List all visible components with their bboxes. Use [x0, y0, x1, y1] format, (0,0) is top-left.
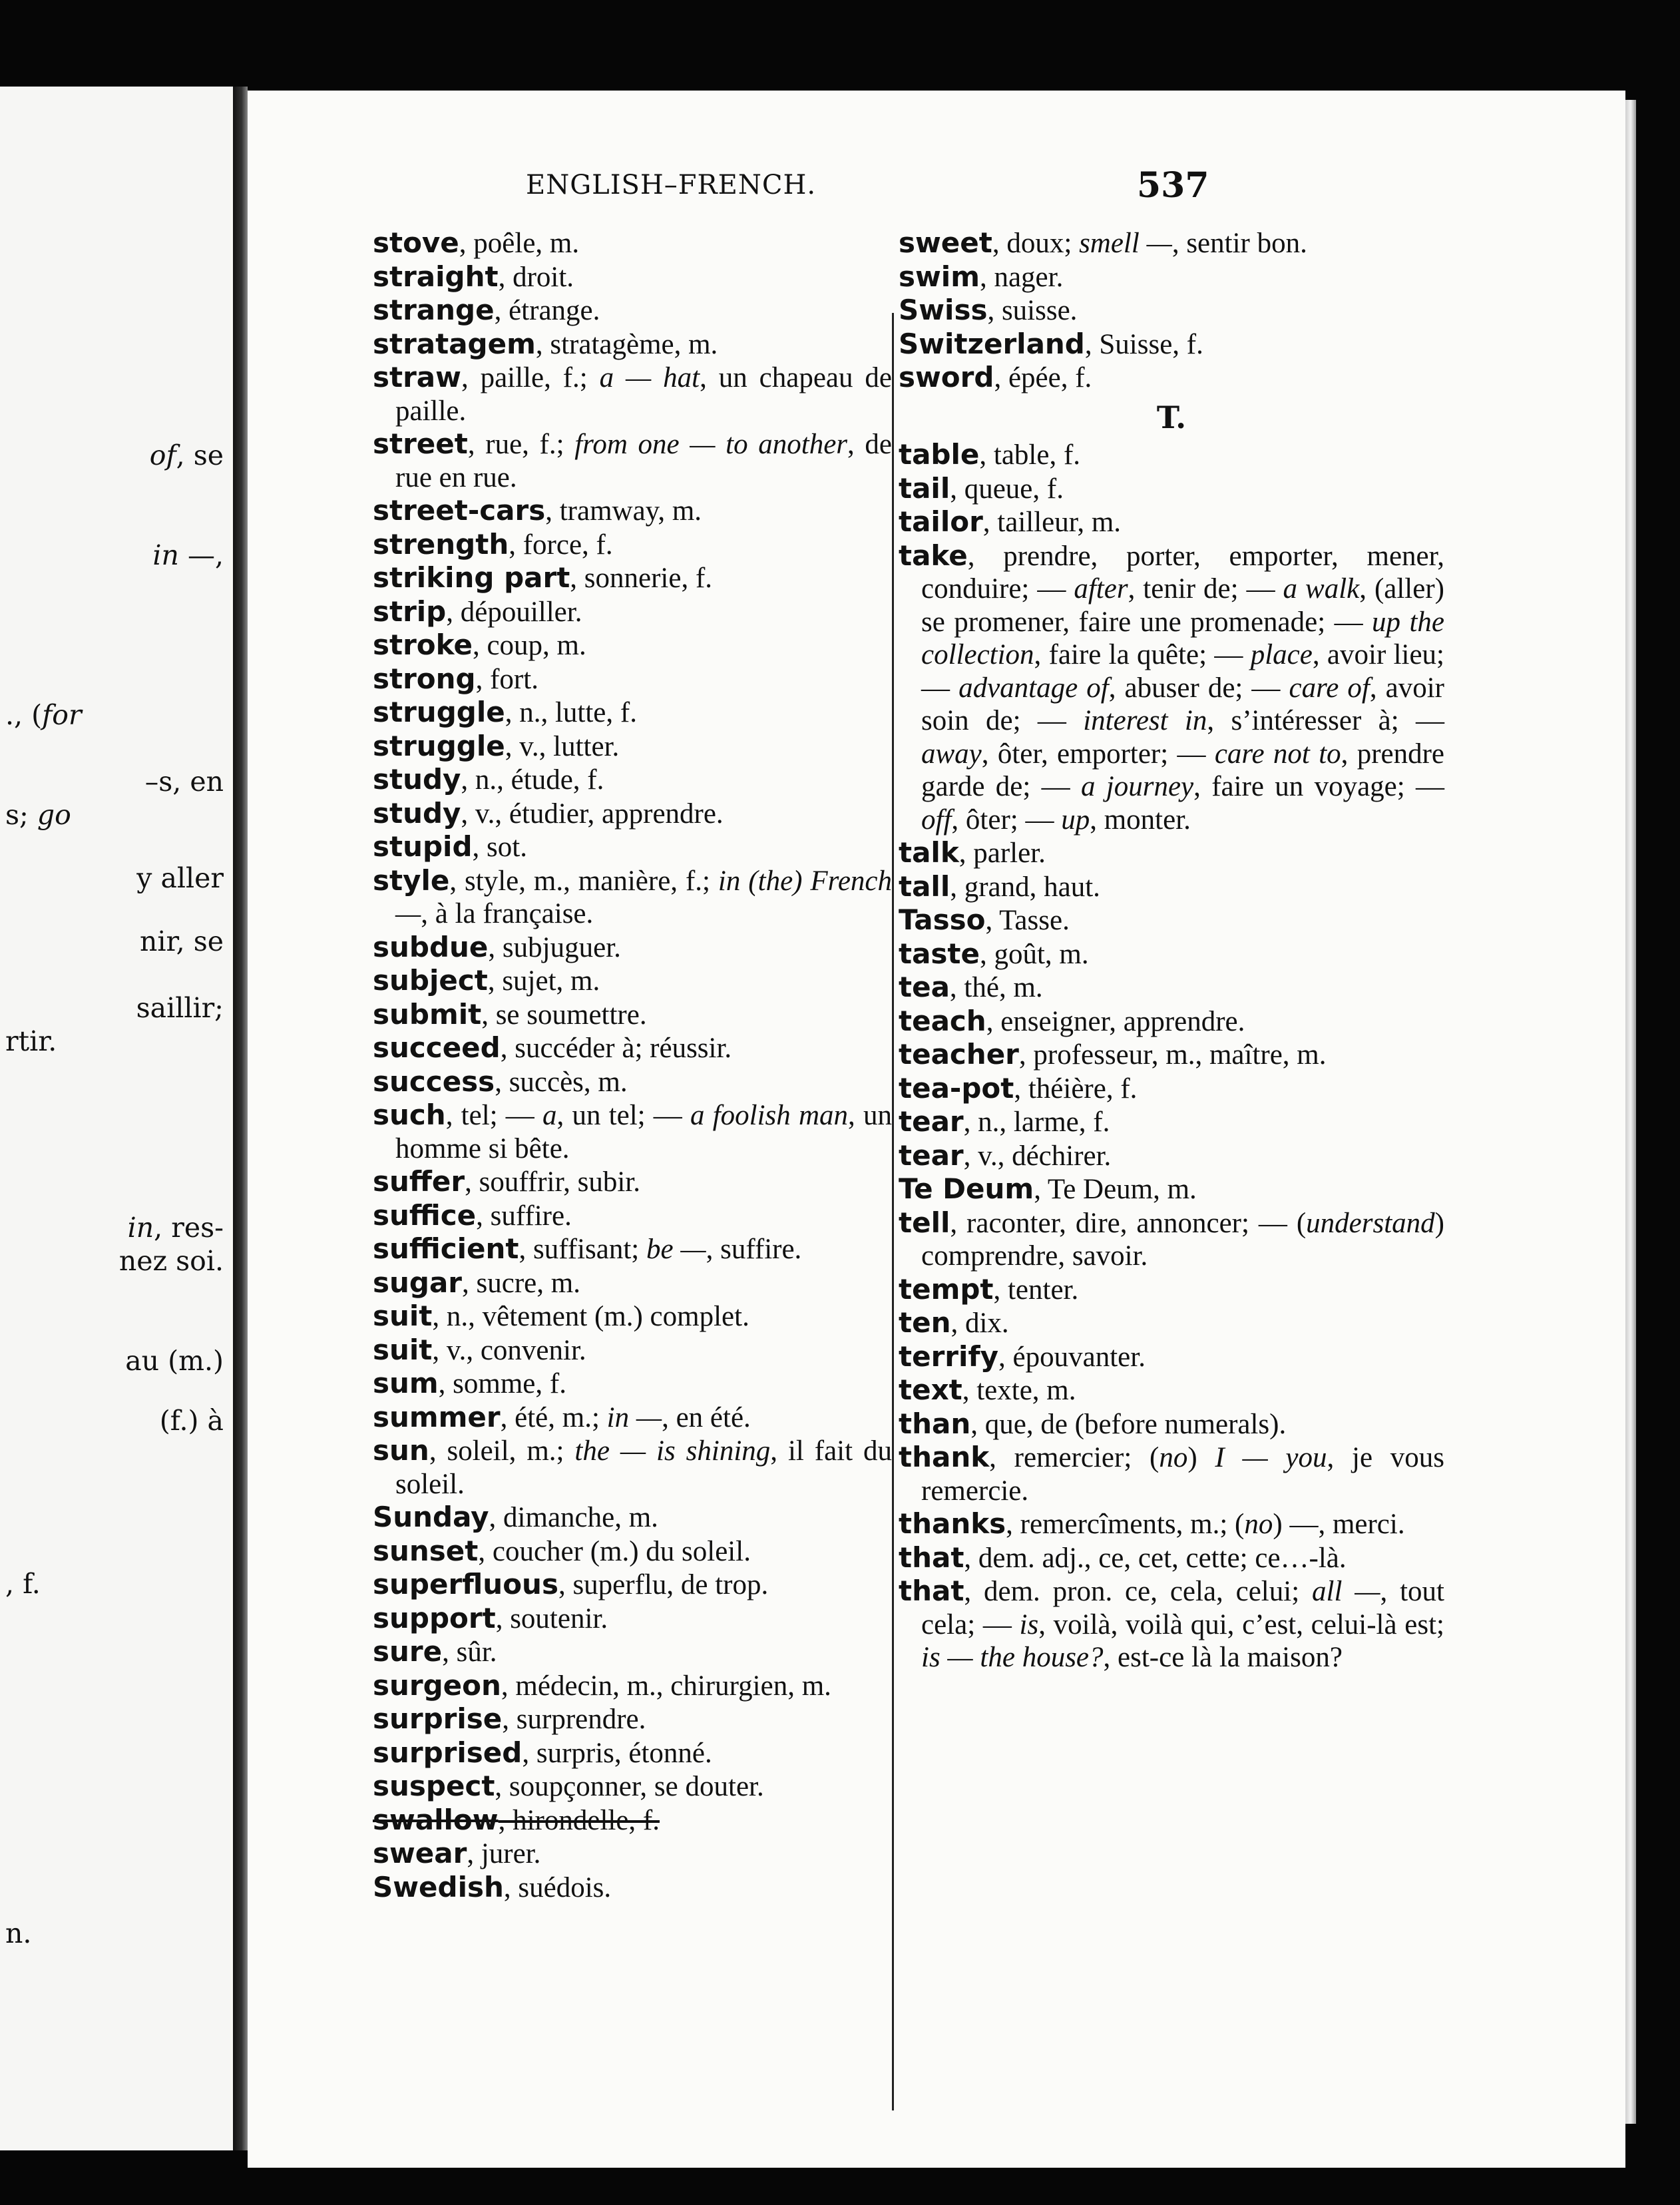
dictionary-entry	[373, 1165, 892, 1199]
entry-headword: text	[899, 1373, 962, 1406]
entry-definition: , sot.	[472, 832, 527, 863]
section-letter: T.	[1156, 399, 1187, 435]
prev-page-text-fragment: y aller	[136, 862, 224, 894]
dictionary-entry	[373, 494, 892, 528]
page-edge	[1625, 100, 1636, 2124]
entry-definition: , Suisse, f.	[1084, 328, 1203, 360]
entry-definition: , prendre, porter, emporter, mener, conduire; — after, tenir de; — a walk, (aller) se promener, faire une promenade; — up the collection, faire la quête; — place, avoir lieu; — advantage of, abuser de; — care of, avoir soin de; — interest in, s’intéresser à; — away, ôter, emporter; — care not to, prendre garde de; — a journey, faire un voyage; — off, ôter; — up, monter.	[921, 540, 1445, 836]
entry-headword: teacher	[899, 1038, 1019, 1071]
dictionary-entry	[373, 1199, 892, 1233]
entry-definition: , médecin, m., chirurgien, m.	[501, 1670, 831, 1702]
dictionary-entry	[373, 1804, 892, 1838]
prev-page-text-fragment: of, se	[149, 439, 224, 471]
entry-definition: , dix.	[950, 1308, 1009, 1339]
dictionary-entry	[899, 1407, 1444, 1441]
dictionary-entry	[373, 1568, 892, 1602]
entry-definition: , poêle, m.	[459, 228, 580, 259]
entry-headword: summer	[373, 1400, 501, 1433]
entry-headword: than	[899, 1407, 971, 1440]
entry-definition: , tel; — a, un tel; — a foolish man, un homme si bête.	[395, 1100, 892, 1164]
entry-definition: , dem. adj., ce, cet, cette; ce…-là.	[964, 1542, 1347, 1574]
entry-headword: tailor	[899, 505, 983, 538]
dictionary-entry	[899, 870, 1444, 904]
entry-headword: stroke	[373, 628, 473, 661]
prev-page-text-fragment: –s, en	[144, 766, 224, 798]
entry-definition: , n., lutte, f.	[505, 697, 637, 728]
prev-page-text-fragment: in, res-	[127, 1212, 224, 1244]
entry-headword: surprised	[373, 1736, 523, 1769]
dictionary-entry	[373, 1669, 892, 1703]
entry-definition: , tenter.	[993, 1274, 1079, 1306]
prev-page-text-fragment: s; go	[5, 799, 71, 831]
dictionary-entry	[899, 1206, 1444, 1273]
prev-page-text-fragment: rtir.	[5, 1025, 57, 1057]
dictionary-entry	[373, 1837, 892, 1871]
entry-headword: thanks	[899, 1507, 1006, 1540]
prev-page-text-fragment: nir, se	[140, 925, 224, 957]
dictionary-entry	[899, 1105, 1444, 1139]
dictionary-entry	[899, 1038, 1444, 1072]
dictionary-entry	[899, 903, 1444, 937]
running-head: ENGLISH–FRENCH.	[526, 170, 817, 200]
dictionary-entry	[373, 1535, 892, 1569]
entry-definition: , rue, f.; from one — to another, de rue en rue.	[395, 429, 893, 493]
entry-definition: , sonnerie, f.	[570, 563, 713, 594]
entry-headword: striking part	[373, 561, 570, 594]
entry-headword: tear	[899, 1138, 964, 1172]
entry-definition: , tramway, m.	[545, 495, 702, 527]
entry-definition: , suisse.	[987, 295, 1078, 326]
entry-headword: Te Deum	[899, 1172, 1034, 1205]
entry-headword: struggle	[373, 696, 505, 728]
dictionary-entry	[899, 1507, 1444, 1541]
entry-definition: , soupçonner, se douter.	[495, 1771, 764, 1802]
prev-page-text-fragment: saillir;	[136, 992, 224, 1024]
entry-headword: straight	[373, 260, 499, 293]
entry-headword: suit	[373, 1333, 433, 1366]
entry-definition: , sûr.	[442, 1636, 497, 1668]
entry-definition: , succès, m.	[495, 1066, 628, 1098]
entry-headword: strength	[373, 527, 509, 561]
dictionary-entry	[373, 998, 892, 1032]
entry-headword: subject	[373, 964, 488, 997]
dictionary-entry	[899, 294, 1444, 328]
entry-definition: , soleil, m.; the — is shining, il fait du soleil.	[395, 1435, 892, 1500]
entry-definition: , suffisant; be —, suffire.	[519, 1234, 802, 1265]
entry-definition: , n., larme, f.	[963, 1106, 1110, 1138]
dictionary-entry	[899, 472, 1444, 506]
book-gutter	[233, 87, 248, 2150]
entry-definition: , sujet, m.	[487, 965, 600, 997]
dictionary-entry	[373, 1501, 892, 1535]
entry-headword: sun	[373, 1434, 429, 1467]
dictionary-entry	[373, 1266, 892, 1300]
entry-headword: Tasso	[899, 903, 986, 936]
entry-headword: sword	[899, 361, 994, 393]
entry-definition: , jurer.	[467, 1838, 541, 1869]
entry-headword: subdue	[373, 930, 489, 963]
dictionary-entry	[899, 971, 1444, 1005]
entry-headword: support	[373, 1601, 496, 1634]
dictionary-entry	[373, 1334, 892, 1367]
dictionary-entry	[373, 628, 892, 662]
entry-headword: strange	[373, 294, 495, 326]
entry-definition: , épée, f.	[994, 362, 1092, 393]
entry-definition: , fort.	[475, 663, 538, 695]
dictionary-entry	[373, 763, 892, 797]
entry-headword: tear	[899, 1105, 964, 1138]
entry-headword: street	[373, 427, 468, 460]
entry-headword: study	[373, 796, 461, 830]
entry-definition: , Te Deum, m.	[1034, 1174, 1197, 1205]
entry-definition: , n., étude, f.	[461, 764, 604, 796]
entry-definition: , raconter, dire, annoncer; — (understand) comprendre, savoir.	[921, 1207, 1444, 1272]
entry-headword: talk	[899, 836, 959, 869]
entry-headword: table	[899, 438, 980, 471]
entry-definition: , n., vêtement (m.) complet.	[432, 1301, 749, 1332]
dictionary-entry	[899, 361, 1444, 395]
entry-definition: , succéder à; réussir.	[500, 1033, 732, 1064]
previous-page-fragment	[0, 87, 233, 2150]
entry-definition: , se soumettre.	[481, 999, 647, 1031]
dictionary-entry	[899, 260, 1444, 294]
dictionary-entry	[373, 662, 892, 696]
dictionary-entry	[373, 1770, 892, 1804]
entry-definition: , étrange.	[494, 295, 600, 326]
entry-headword: sure	[373, 1635, 443, 1668]
entry-headword: tempt	[899, 1272, 994, 1306]
dictionary-entry	[899, 1340, 1444, 1374]
entry-headword: suffice	[373, 1198, 477, 1232]
entry-headword: Switzerland	[899, 327, 1085, 360]
column-rule	[892, 313, 894, 2110]
entry-headword: superfluous	[373, 1568, 558, 1600]
entry-definition: , thé, m.	[949, 972, 1043, 1003]
dictionary-entry	[373, 696, 892, 730]
entry-definition: , paille, f.; a — hat, un chapeau de paille.	[395, 362, 893, 427]
entry-headword: ten	[899, 1306, 951, 1339]
entry-headword: surgeon	[373, 1668, 501, 1702]
entry-headword: submit	[373, 997, 482, 1031]
dictionary-entry	[899, 1373, 1444, 1407]
entry-headword: swim	[899, 260, 980, 293]
entry-headword: surprise	[373, 1702, 503, 1735]
entry-headword: success	[373, 1065, 495, 1098]
entry-headword: straw	[373, 361, 461, 393]
entry-headword: Sunday	[373, 1501, 489, 1533]
page-number: 537	[1137, 165, 1209, 206]
entry-headword: take	[899, 539, 968, 572]
entry-headword: tea	[899, 971, 950, 1003]
entry-definition: , v., convenir.	[432, 1334, 586, 1366]
prev-page-text-fragment: n.	[5, 1917, 32, 1949]
dictionary-entry	[899, 539, 1444, 837]
entry-headword: tea-pot	[899, 1071, 1014, 1104]
prev-page-text-fragment: nez soi.	[118, 1245, 224, 1277]
dictionary-entry	[899, 1005, 1444, 1039]
dictionary-entry	[373, 328, 892, 362]
entry-definition: , stratagème, m.	[535, 328, 718, 360]
entry-definition: , enseigner, apprendre.	[986, 1005, 1245, 1037]
prev-page-text-fragment: , f.	[5, 1568, 41, 1600]
entry-definition: , surpris, étonné.	[522, 1737, 712, 1769]
entry-definition: , subjuguer.	[488, 931, 621, 963]
entry-headword: suspect	[373, 1770, 495, 1802]
dictionary-entry	[373, 1065, 892, 1099]
entry-headword: that	[899, 1575, 964, 1607]
entry-headword: style	[373, 863, 450, 897]
entry-definition: , remercîments, m.; (no) —, merci.	[1006, 1509, 1405, 1540]
dictionary-entry	[373, 260, 892, 294]
dictionary-entry	[373, 294, 892, 328]
dictionary-entry	[373, 226, 892, 260]
prev-page-text-fragment: au (m.)	[125, 1345, 224, 1377]
dictionary-entry	[899, 1072, 1444, 1106]
entry-headword: stove	[373, 226, 459, 259]
entry-definition: , dem. pron. ce, cela, celui; all —, tout cela; — is, voilà, voilà qui, c’est, celui-là est; is — the house?, est-ce là la maison?	[921, 1576, 1444, 1673]
entry-headword: street-cars	[373, 494, 546, 527]
prev-page-text-fragment: in —,	[152, 539, 224, 571]
dictionary-entry	[373, 427, 892, 494]
entry-headword: Swiss	[899, 294, 988, 326]
dictionary-entry	[373, 1367, 892, 1401]
entry-definition: , goût, m.	[979, 938, 1089, 970]
entry-definition: , v., lutter.	[505, 730, 620, 762]
entry-definition: , grand, haut.	[950, 871, 1100, 903]
entry-definition: , queue, f.	[950, 473, 1064, 505]
entry-definition: , Tasse.	[985, 905, 1070, 936]
entry-headword: stratagem	[373, 327, 536, 360]
entry-headword: taste	[899, 937, 980, 970]
entry-headword: thank	[899, 1441, 990, 1473]
dictionary-entry	[373, 931, 892, 965]
entry-headword: sufficient	[373, 1232, 519, 1265]
entry-headword: tell	[899, 1206, 950, 1239]
dictionary-entry	[373, 561, 892, 595]
dictionary-entry	[899, 1139, 1444, 1173]
entry-definition: , épouvanter.	[998, 1341, 1146, 1373]
dictionary-entry	[373, 1232, 892, 1266]
dictionary-entry	[899, 328, 1444, 362]
entry-definition: , été, m.; in —, en été.	[500, 1401, 751, 1433]
entry-definition: , v., déchirer.	[963, 1140, 1112, 1172]
entry-definition: , droit.	[498, 261, 574, 293]
entry-definition: , professeur, m., maître, m.	[1018, 1039, 1327, 1071]
entry-definition: , coucher (m.) du soleil.	[478, 1535, 751, 1567]
entry-definition: , somme, f.	[438, 1368, 566, 1399]
dictionary-entry	[899, 1575, 1444, 1674]
entry-headword: strip	[373, 595, 447, 628]
entry-headword: teach	[899, 1004, 986, 1037]
dictionary-entry	[899, 226, 1444, 260]
left-column	[373, 226, 892, 1904]
entry-definition: , théière, f.	[1014, 1073, 1138, 1104]
prev-page-text-fragment: ., (for	[5, 699, 82, 731]
entry-definition: , tailleur, m.	[982, 507, 1122, 538]
dictionary-entry	[373, 730, 892, 764]
entry-definition: , dépouiller.	[446, 596, 582, 628]
dictionary-entry	[373, 528, 892, 562]
entry-definition: , hirondelle, f.	[498, 1804, 660, 1836]
entry-definition: , souffrir, subir.	[465, 1166, 640, 1198]
entry-headword: such	[373, 1099, 446, 1131]
dictionary-entry	[373, 1300, 892, 1334]
entry-definition: , suffire.	[476, 1200, 572, 1232]
entry-definition: , table, f.	[979, 439, 1081, 471]
dictionary-entry	[373, 864, 892, 931]
dictionary-entry	[899, 505, 1444, 539]
entry-definition: , surprendre.	[502, 1704, 646, 1735]
prev-page-text-fragment: (f.) à	[159, 1405, 224, 1437]
entry-headword: sum	[373, 1367, 439, 1399]
dictionary-entry	[373, 964, 892, 998]
entry-definition: , style, m., manière, f.; in (the) French —, à la française.	[395, 865, 892, 929]
dictionary-entry	[373, 830, 892, 864]
dictionary-entry	[899, 836, 1444, 870]
entry-headword: Swedish	[373, 1870, 504, 1903]
dictionary-entry	[373, 797, 892, 831]
entry-definition: , dimanche, m.	[489, 1502, 658, 1533]
entry-headword: struggle	[373, 729, 505, 762]
entry-definition: , coup, m.	[472, 630, 586, 661]
dictionary-entry	[373, 595, 892, 629]
dictionary-entry	[373, 1635, 892, 1669]
entry-headword: suffer	[373, 1165, 465, 1198]
entry-headword: tall	[899, 869, 950, 903]
dictionary-entry	[899, 1306, 1444, 1340]
entry-headword: that	[899, 1541, 964, 1574]
entry-definition: , superflu, de trop.	[558, 1569, 769, 1600]
entry-headword: sunset	[373, 1534, 479, 1567]
dictionary-entry	[899, 937, 1444, 971]
entry-headword: suit	[373, 1300, 433, 1332]
entry-headword: strong	[373, 662, 476, 695]
dictionary-entry	[899, 1172, 1444, 1206]
entry-headword: tail	[899, 471, 950, 505]
entry-definition: , soutenir.	[495, 1602, 608, 1634]
dictionary-entry	[373, 1099, 892, 1165]
dictionary-entry	[899, 1273, 1444, 1307]
entry-definition: , parler.	[958, 838, 1046, 869]
entry-definition: , suédois.	[503, 1871, 612, 1903]
dictionary-entry	[899, 1541, 1444, 1575]
dictionary-entry	[373, 1702, 892, 1736]
dictionary-entry	[373, 1602, 892, 1636]
dictionary-entry	[373, 1871, 892, 1905]
entry-definition: , nager.	[979, 261, 1064, 293]
entry-headword: stupid	[373, 830, 473, 863]
entry-headword: swallow	[373, 1803, 499, 1836]
entry-headword: study	[373, 763, 461, 796]
entry-headword: sweet	[899, 226, 992, 259]
entry-headword: terrify	[899, 1340, 999, 1373]
right-column	[899, 226, 1444, 1674]
entry-definition: , doux; smell —, sentir bon.	[992, 228, 1307, 259]
dictionary-entry	[373, 361, 892, 427]
dictionary-entry	[899, 1441, 1444, 1507]
dictionary-entry	[373, 1736, 892, 1770]
entry-definition: , remercier; (no) I — you, je vous remercie.	[921, 1442, 1444, 1507]
entry-headword: succeed	[373, 1031, 501, 1064]
entry-definition: , texte, m.	[962, 1375, 1076, 1406]
dictionary-entry	[899, 438, 1444, 472]
dictionary-entry	[373, 1031, 892, 1065]
entry-definition: , que, de (before numerals).	[970, 1408, 1287, 1440]
dictionary-entry	[373, 1401, 892, 1435]
entry-headword: sugar	[373, 1266, 463, 1299]
entry-definition: , force, f.	[509, 529, 613, 561]
entry-definition: , sucre, m.	[462, 1267, 580, 1299]
entry-definition: , v., étudier, apprendre.	[461, 798, 724, 830]
entry-headword: swear	[373, 1837, 467, 1869]
dictionary-entry	[373, 1434, 892, 1501]
